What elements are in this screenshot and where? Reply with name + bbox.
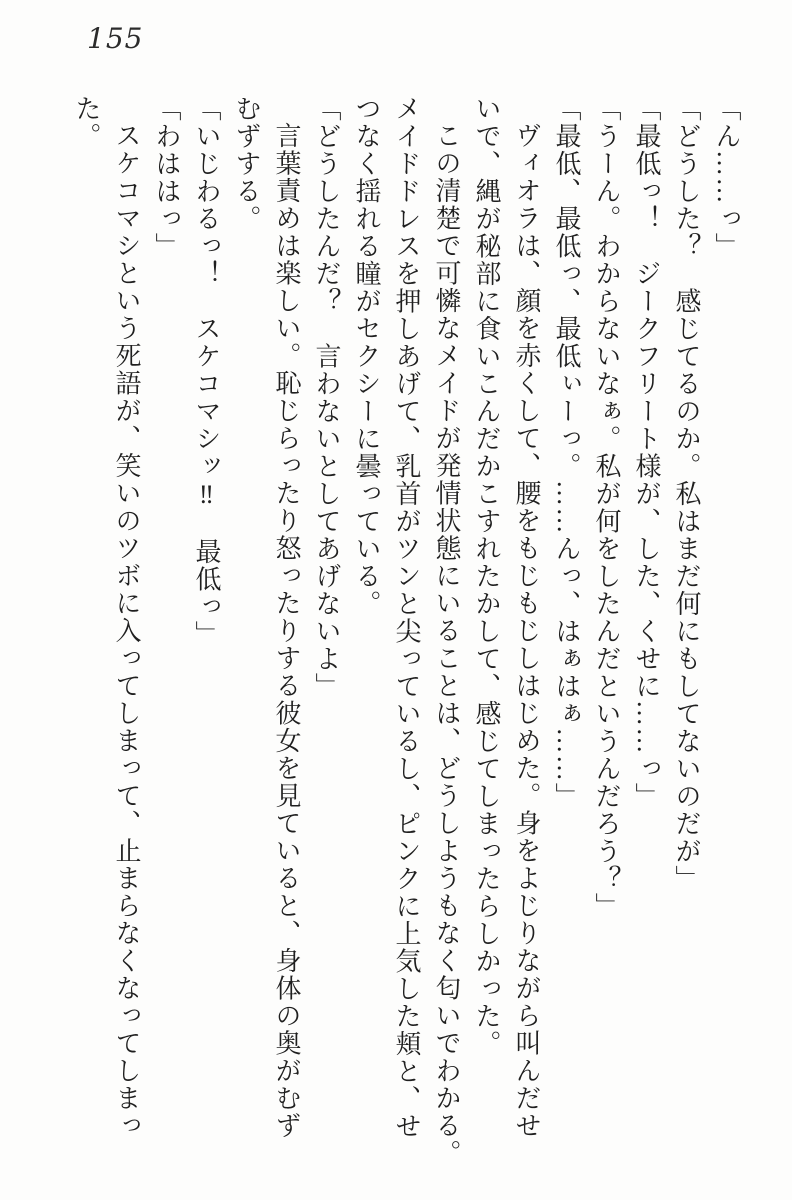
text-line: むずする。 <box>232 95 261 233</box>
text-line: 言葉責めは楽しい。恥じらったり怒ったりする彼女を見ていると、身体の奥がむず <box>272 122 301 1140</box>
text-line: スケコマシという死語が、笑いのツボに入ってしまって、止まらなくなってしまっ <box>112 122 141 1140</box>
text-line: この清楚で可憐なメイドが発情状態にいることは、どうしようもなく匂いでわかる。 <box>432 122 461 1167</box>
text-line: 「うーん。わからないなぁ。私が何をしたんだというんだろう？」 <box>592 95 621 920</box>
text-line: 「わははっ」 <box>152 95 181 260</box>
text-line: 「ん……っ」 <box>712 95 741 260</box>
text-line: つなく揺れる瞳がセクシーに曇っている。 <box>352 95 381 618</box>
text-line: 「最低、最低っ、最低ぃーっ。……んっ、はぁはぁ……」 <box>552 95 581 810</box>
text-line: いで、縄が秘部に食いこんだかこすれたかして、感じてしまったらしかった。 <box>472 95 501 1058</box>
text-line: 「いじわるっ！ スケコマシッ‼ 最低っ」 <box>192 95 221 648</box>
text-line: 「どうした？ 感じてるのか。私はまだ何にもしてないのだが」 <box>672 95 701 893</box>
text-block <box>66 95 746 1173</box>
page-number: 155 <box>87 22 144 55</box>
text-line: メイドドレスを押しあげて、乳首がツンと尖っているし、ピンクに上気した頬と、せ <box>392 95 421 1140</box>
text-line: 「どうしたんだ？ 言わないとしてあげないよ」 <box>312 95 341 700</box>
text-line: た。 <box>72 95 101 150</box>
text-line: 「最低っ！ ジークフリート様が、した、くせに……っ」 <box>632 95 661 810</box>
text-line: ヴィオラは、顔を赤くして、腰をもじもじしはじめた。身をよじりながら叫んだせ <box>512 122 541 1140</box>
